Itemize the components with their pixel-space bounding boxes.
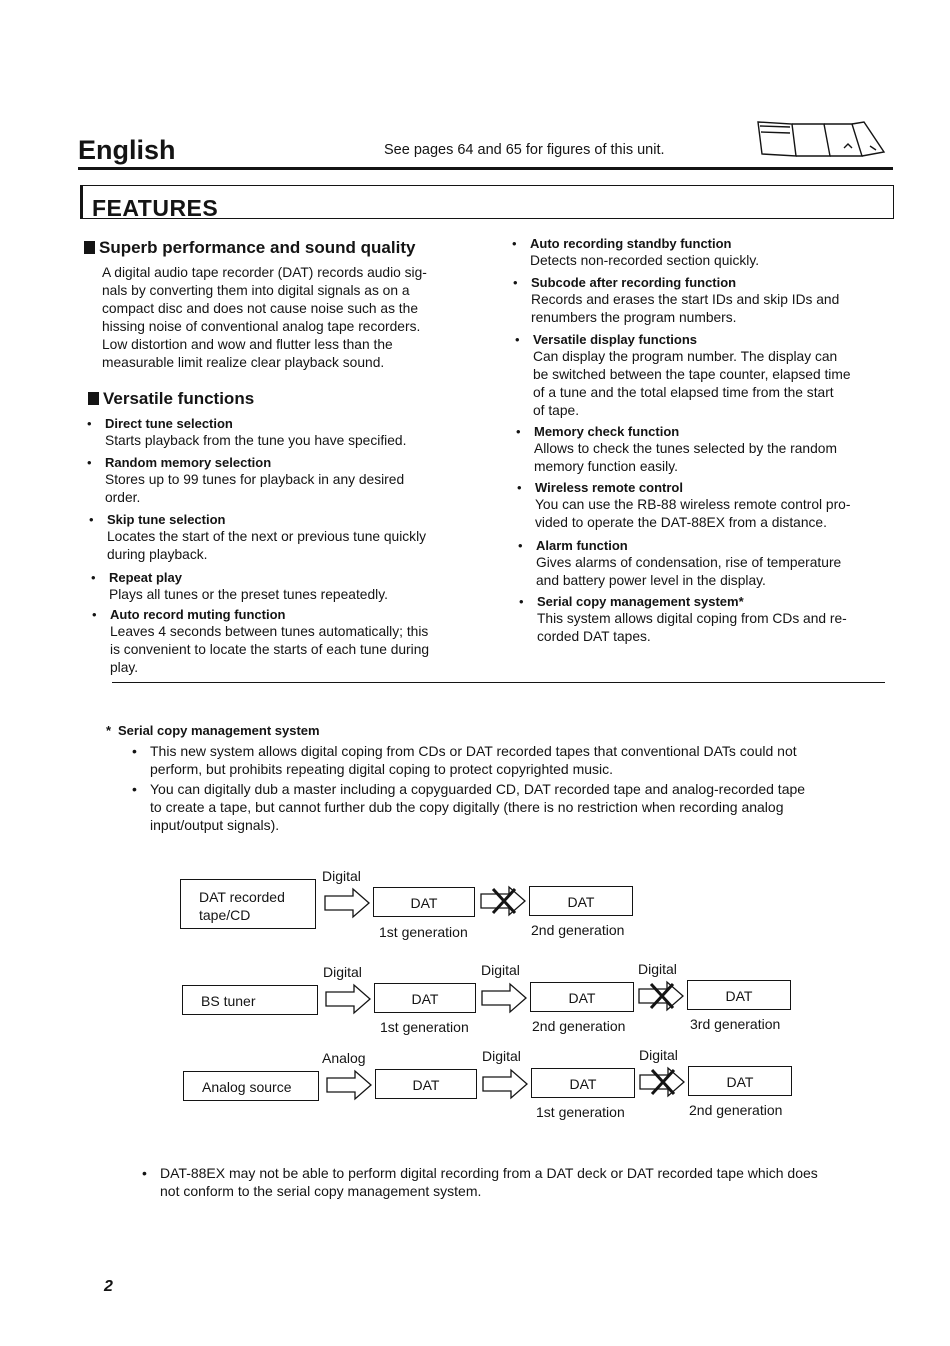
generation-label: 2nd generation: [531, 922, 625, 938]
section-heading-versatile: Versatile functions: [88, 389, 254, 409]
blocked-arrow-icon: [637, 980, 685, 1012]
generation-label: 2nd generation: [689, 1102, 783, 1118]
square-bullet-icon: [84, 241, 95, 254]
book-icon: [752, 118, 892, 163]
signal-label: Digital: [481, 962, 520, 978]
feature-item: • Wireless remote control You can use the RB-88 wireless remote control pro- vided to operate the DAT-88EX from a distance.: [535, 480, 850, 532]
source-box-analog-source: Analog source: [183, 1071, 319, 1101]
source-box-bs-tuner: BS tuner: [182, 985, 318, 1015]
signal-label: Digital: [322, 868, 361, 884]
dat-box: DAT: [688, 1066, 792, 1096]
arrow-right-icon: [323, 887, 371, 919]
dat-box: DAT: [529, 886, 633, 916]
feature-item: • Auto recording standby function Detects non-recorded section quickly.: [530, 236, 759, 270]
feature-item: • Random memory selection Stores up to 99 tunes for playback in any desired order.: [105, 455, 404, 507]
feature-item: • Auto record muting function Leaves 4 seconds between tunes automatically; this is convenient to locate the starts of each tune during play.: [110, 607, 429, 677]
superb-paragraph: A digital audio tape recorder (DAT) records audio sig- nals by converting them into digital signals as on a compact disc and does not cause noise such as the hissing noise of conventional analog tape recorders. Low distortion and wow and flutter less than the measurable limit realize clear playback sound.: [102, 265, 427, 370]
generation-label: 1st generation: [379, 924, 468, 940]
square-bullet-icon: [88, 392, 99, 405]
signal-label: Digital: [639, 1047, 678, 1063]
generation-label: 1st generation: [380, 1019, 469, 1035]
features-title: FEATURES: [92, 195, 219, 221]
see-pages-note: See pages 64 and 65 for figures of this unit.: [384, 142, 665, 158]
dat-box: DAT: [687, 980, 791, 1010]
generation-label: 1st generation: [536, 1104, 625, 1120]
dat-box: DAT: [375, 1069, 477, 1099]
feature-item: • Direct tune selection Starts playback from the tune you have specified.: [105, 416, 406, 450]
feature-item: • Alarm function Gives alarms of condensation, rise of temperature and battery power level in the display.: [536, 538, 841, 590]
generation-label: 3rd generation: [690, 1016, 781, 1032]
arrow-right-icon: [480, 982, 528, 1014]
language-heading: English: [78, 135, 176, 165]
feature-item: • Memory check function Allows to check the tunes selected by the random memory function easily.: [534, 424, 837, 476]
dat-box: DAT: [531, 1068, 635, 1098]
feature-item: • Repeat play Plays all tunes or the preset tunes repeatedly.: [109, 570, 388, 604]
page-number: 2: [104, 1278, 113, 1295]
note-bullet: • You can digitally dub a master including a copyguarded CD, DAT recorded tape and analog-recorded tape to create a tape, but cannot further dub the copy digitally (there is no restriction when recording analog input/output signals).: [150, 780, 805, 834]
signal-label: Digital: [638, 961, 677, 977]
blocked-arrow-icon: [479, 885, 527, 917]
section-heading-superb: Superb performance and sound quality: [84, 238, 415, 258]
arrow-right-icon: [324, 983, 372, 1015]
feature-item: • Skip tune selection Locates the start of the next or previous tune quickly during playback.: [107, 512, 426, 564]
note-title: * Serial copy management system: [118, 723, 320, 738]
footnote-bullet: • DAT-88EX may not be able to perform digital recording from a DAT deck or DAT recorded tape which does not conform to the serial copy management system.: [160, 1164, 818, 1200]
feature-item: • Serial copy management system* This system allows digital coping from CDs and re- corded DAT tapes.: [537, 594, 847, 646]
feature-item: • Versatile display functions Can display the program number. The display can be switched between the tape counter, elapsed time of a tune and the total elapsed time from the start of tape.: [533, 332, 851, 420]
source-box-dat-recorded: DAT recorded tape/CD: [180, 879, 316, 929]
dat-box: DAT: [530, 982, 634, 1012]
dat-box: DAT: [373, 887, 475, 917]
arrow-right-icon: [481, 1068, 529, 1100]
arrow-right-icon: [325, 1069, 373, 1101]
header-rule: [78, 167, 893, 170]
signal-label: Analog: [322, 1050, 366, 1066]
dat-box: DAT: [374, 983, 476, 1013]
signal-label: Digital: [482, 1048, 521, 1064]
generation-label: 2nd generation: [532, 1018, 626, 1034]
note-bullet: • This new system allows digital coping from CDs or DAT recorded tapes that conventional DATs could not perform, but prohibits repeating digital coping to protect copyrighted music.: [150, 742, 797, 778]
signal-label: Digital: [323, 964, 362, 980]
section-divider: [112, 682, 885, 683]
feature-item: • Subcode after recording function Records and erases the start IDs and skip IDs and renumbers the program numbers.: [531, 275, 839, 327]
blocked-arrow-icon: [638, 1066, 686, 1098]
